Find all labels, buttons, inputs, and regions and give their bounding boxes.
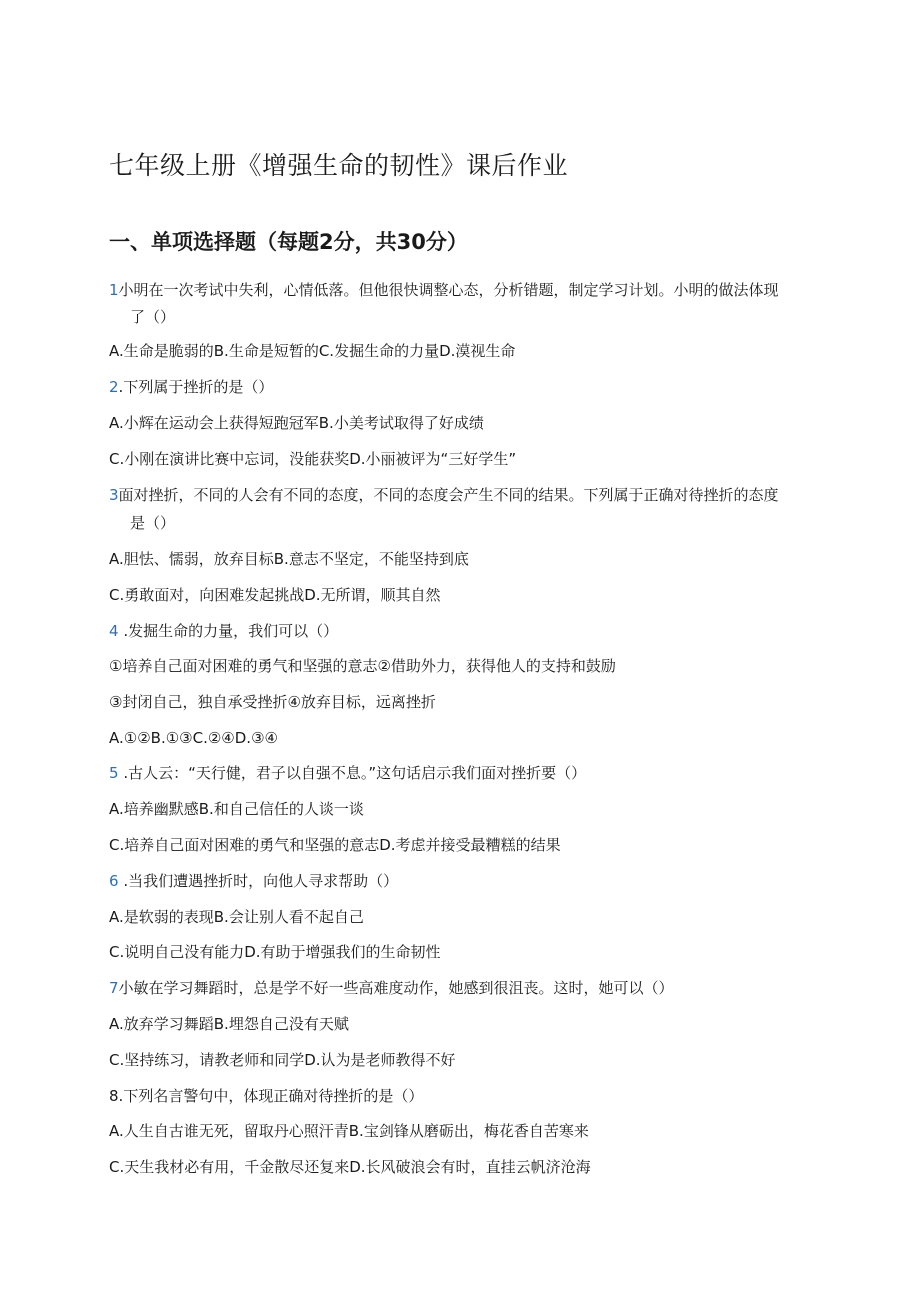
question-2-stem xyxy=(109,376,273,398)
question-number: 5 xyxy=(109,764,119,782)
question-3-options-ab: A.胆怯、懦弱，放弃目标B.意志不坚定，不能坚持到底 xyxy=(109,550,469,568)
question-1-stem xyxy=(109,279,779,301)
question-2-options-cd: C.小刚在演讲比赛中忘词，没能获奖D.小丽被评为“三好学生” xyxy=(109,450,517,468)
question-number: 6 xyxy=(109,872,119,890)
question-text: .下列属于挫折的是（） xyxy=(118,378,274,396)
question-5-options-cd: C.培养自己面对困难的勇气和坚强的意志D.考虑并接受最糟糕的结果 xyxy=(109,836,561,854)
question-number: 3 xyxy=(109,486,119,504)
question-number: 1 xyxy=(109,281,119,299)
question-8-options-cd: C.天生我材必有用，千金散尽还复来D.长风破浪会有时，直挂云帆济沧海 xyxy=(109,1158,591,1176)
document-title: 七年级上册《增强生命的韧性》课后作业 xyxy=(109,151,569,180)
question-2-options-ab: A.小辉在运动会上获得短跑冠军B.小美考试取得了好成绩 xyxy=(109,414,484,432)
question-number: 4 xyxy=(109,622,119,640)
question-text: .下列名言警句中，体现正确对待挫折的是（） xyxy=(118,1087,424,1105)
question-4-statements-34: ③封闭自己，独自承受挫折④放弃目标，远离挫折 xyxy=(109,693,436,711)
question-7-stem xyxy=(109,977,674,999)
question-text: .发掘生命的力量，我们可以（） xyxy=(118,622,339,640)
question-4-stem xyxy=(109,620,338,642)
question-text: .当我们遭遇挫折时，向他人寻求帮助（） xyxy=(118,872,399,890)
question-text: .古人云：“天行健，君子以自强不息。”这句话启示我们面对挫折要（） xyxy=(118,764,587,782)
question-6-options-cd: C.说明自己没有能力D.有助于增强我们的生命韧性 xyxy=(109,943,441,961)
question-5-stem xyxy=(109,762,586,784)
question-3-options-cd: C.勇敢面对，向困难发起挑战D.无所谓，顺其自然 xyxy=(109,586,441,604)
question-number: 8 xyxy=(109,1087,119,1105)
question-4-options: A.①②B.①③C.②④D.③④ xyxy=(109,729,278,747)
section-heading: 一、单项选择题（每题2分，共30分） xyxy=(109,230,468,254)
question-8-stem xyxy=(109,1085,423,1107)
question-6-options-ab: A.是软弱的表现B.会让别人看不起自己 xyxy=(109,908,364,926)
question-3-stem xyxy=(109,484,779,506)
question-7-options-ab: A.放弃学习舞蹈B.埋怨自己没有天赋 xyxy=(109,1015,349,1033)
question-1-stem-cont: 了（） xyxy=(130,308,176,326)
question-5-options-ab: A.培养幽默感B.和自己信任的人谈一谈 xyxy=(109,800,364,818)
question-7-options-cd: C.坚持练习，请教老师和同学D.认为是老师教得不好 xyxy=(109,1051,456,1069)
question-4-statements-12: ①培养自己面对困难的勇气和坚强的意志②借助外力，获得他人的支持和鼓励 xyxy=(109,657,616,675)
question-1-options: A.生命是脆弱的B.生命是短暂的C.发掘生命的力量D.漠视生命 xyxy=(109,342,516,360)
question-6-stem xyxy=(109,870,398,892)
question-3-stem-cont: 是（） xyxy=(130,514,176,532)
question-text: 小明在一次考试中失利，心情低落。但他很快调整心态，分析错题，制定学习计划。小明的做法体现 xyxy=(118,281,779,299)
question-number: 7 xyxy=(109,979,119,997)
question-text: 面对挫折，不同的人会有不同的态度，不同的态度会产生不同的结果。下列属于正确对待挫折的态度 xyxy=(118,486,779,504)
question-number: 2 xyxy=(109,378,119,396)
question-text: 小敏在学习舞蹈时，总是学不好一些高难度动作，她感到很沮丧。这时，她可以（） xyxy=(118,979,674,997)
question-8-options-ab: A.人生自古谁无死，留取丹心照汗青B.宝剑锋从磨砺出，梅花香自苦寒来 xyxy=(109,1122,589,1140)
